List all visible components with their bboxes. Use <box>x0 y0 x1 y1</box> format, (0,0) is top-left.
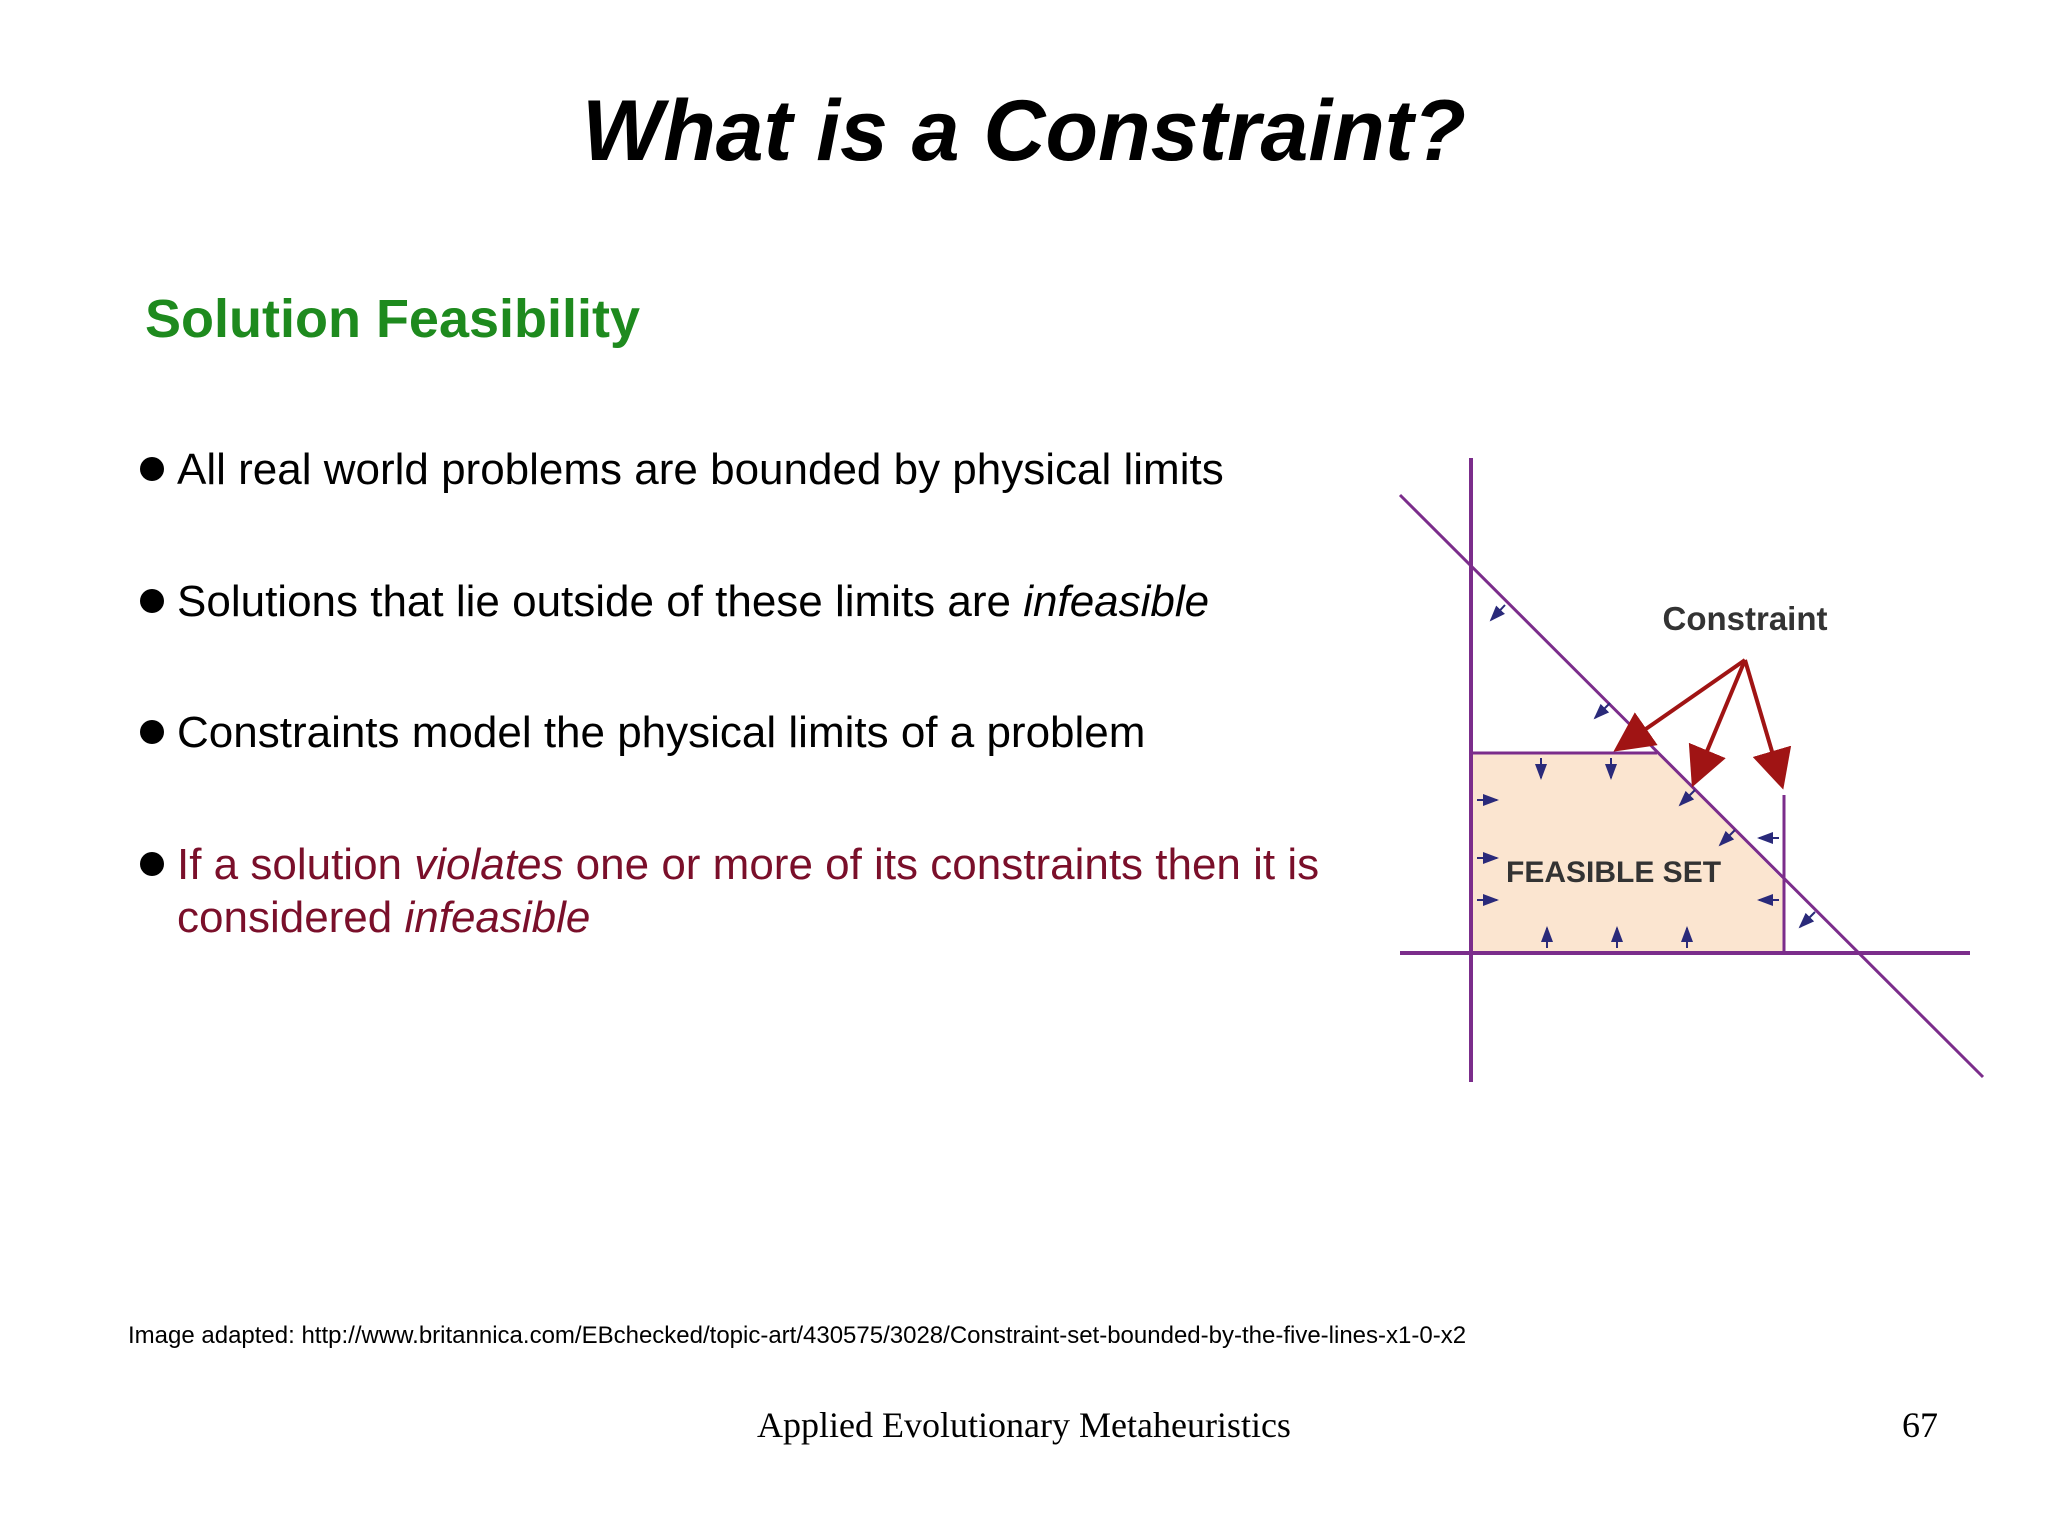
bullet-item <box>140 706 1447 759</box>
arrow-icon <box>1595 703 1610 718</box>
bullet-text: Constraints model the physical limits of a problem <box>177 708 1146 757</box>
arrow-icon <box>1491 605 1505 620</box>
page-number: 67 <box>1902 1405 1938 1445</box>
bullet-dot-icon <box>140 720 164 744</box>
image-credit: Image adapted: http://www.britannica.com/EBchecked/topic-art/430575/3028/Constraint-set-bounded-by-the-five-lines-x1-0-x2 <box>128 1322 1467 1349</box>
emphasis-infeasible: infeasible <box>1023 577 1210 626</box>
bullet-text: Solutions that lie outside of these limits are infeasible <box>177 577 1210 626</box>
feasible-set-label: FEASIBLE SET <box>1506 856 1722 889</box>
emphasis-violates: violates <box>414 840 564 889</box>
section-subtitle: Solution Feasibility <box>145 289 641 349</box>
footer-text: Applied Evolutionary Metaheuristics <box>757 1405 1291 1445</box>
bullet-dot-icon <box>140 589 164 613</box>
bullet-item <box>140 575 1447 628</box>
constraint-label: Constraint <box>1662 600 1828 637</box>
bullet-item-highlight <box>140 838 1447 944</box>
slide-title: What is a Constraint? <box>582 83 1466 179</box>
emphasis-infeasible: infeasible <box>404 893 591 942</box>
red-arrow-icon <box>1745 660 1781 782</box>
constraint-diagram <box>1395 450 1995 1100</box>
bullet-text: All real world problems are bounded by physical limits <box>177 445 1224 494</box>
bullet-dot-icon <box>140 852 164 876</box>
feasible-set-region <box>1471 753 1784 953</box>
arrow-icon <box>1800 912 1815 927</box>
bullet-item <box>140 443 1447 496</box>
bullet-text: If a solution violates one or more of its constraints then it is considered infeasible <box>177 840 1320 942</box>
bullet-dot-icon <box>140 457 164 481</box>
